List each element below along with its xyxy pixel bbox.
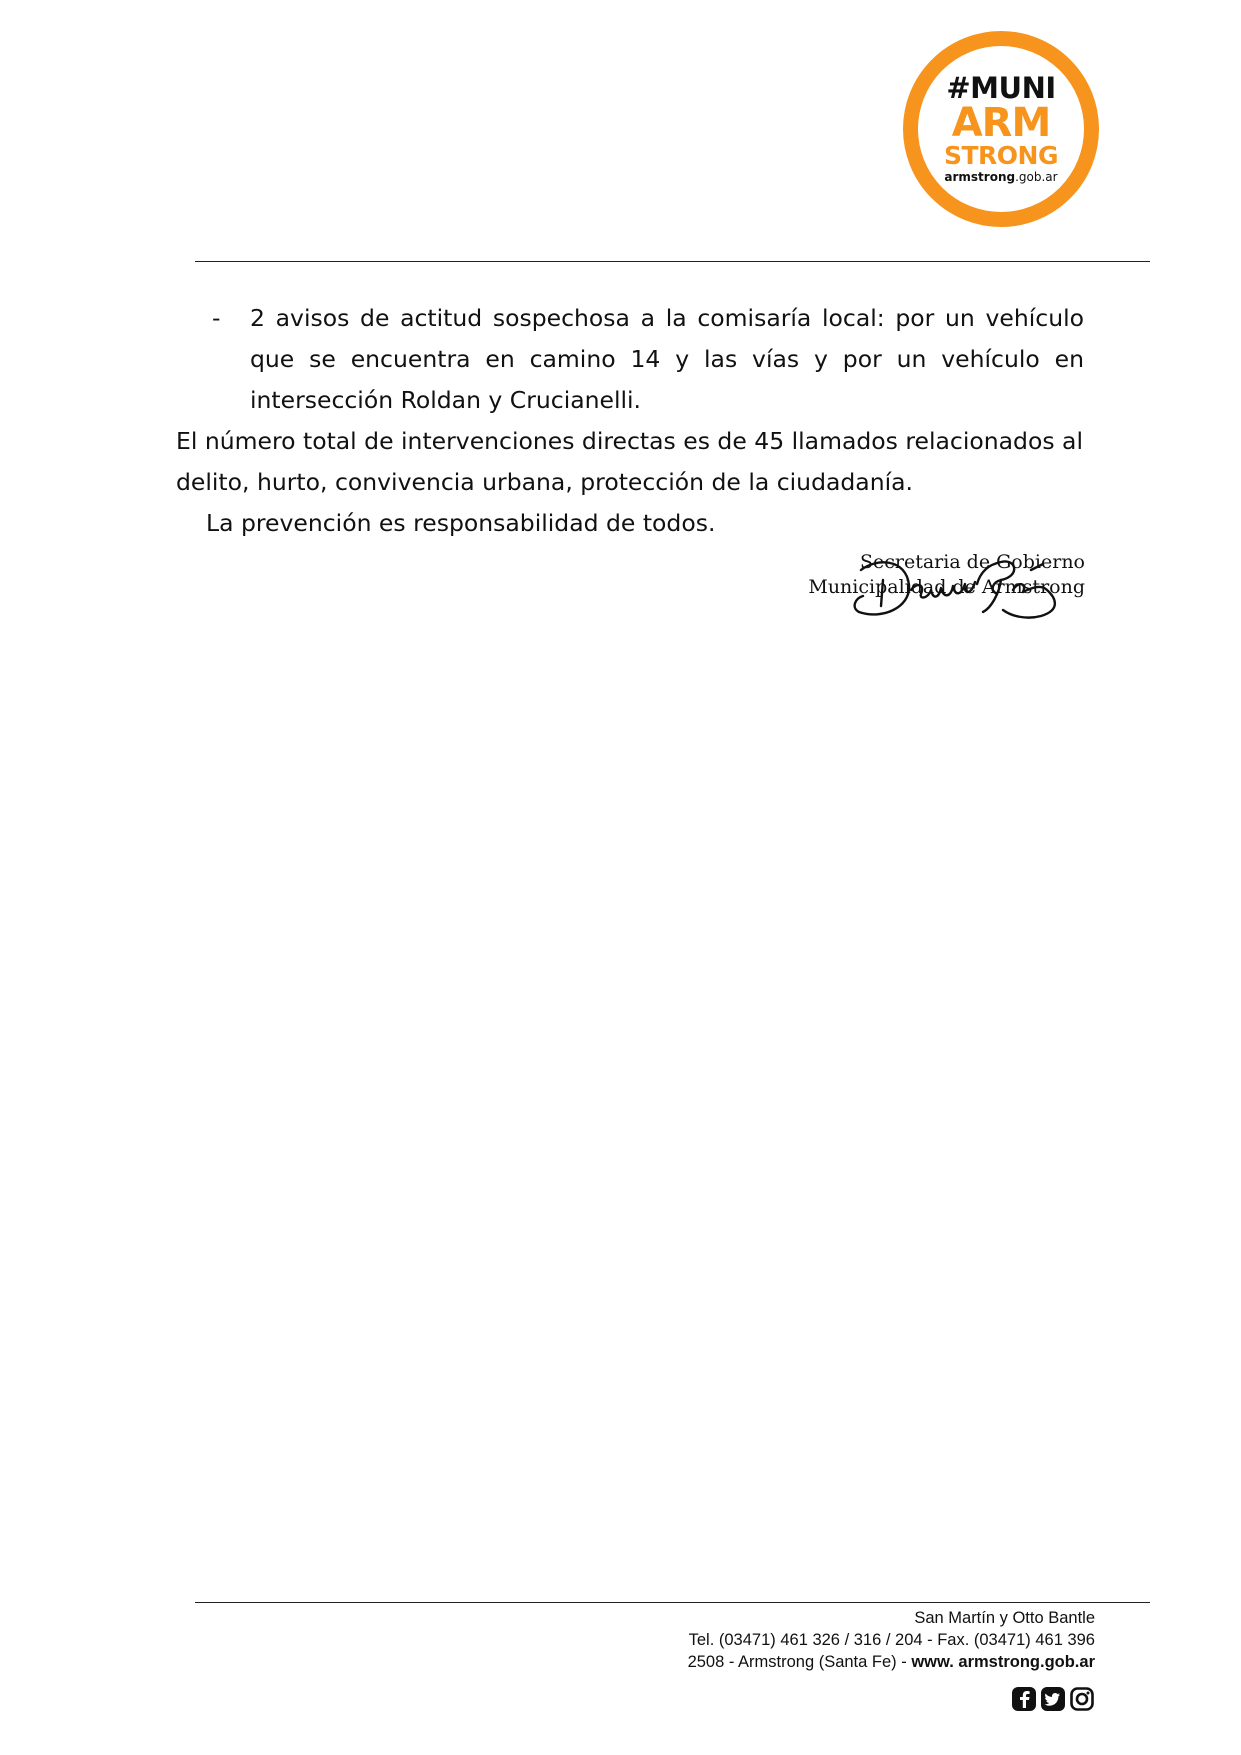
bullet-dash: - — [212, 304, 221, 332]
footer-city: 2508 - Armstrong (Santa Fe) - — [687, 1653, 912, 1671]
logo-domain — [944, 169, 1057, 185]
signer-title: Secretaria de Gobierno — [859, 551, 1085, 573]
footer-website[interactable]: www. armstrong.gob.ar — [911, 1653, 1095, 1671]
social-icons — [1011, 1686, 1095, 1712]
summary-paragraph: El número total de intervenciones directas es de 45 llamados relacionados al delito, hurto, convivencia urbana, protección de la ciudadanía. — [176, 427, 1083, 496]
instagram-icon[interactable] — [1069, 1686, 1095, 1712]
footer-phone: Tel. (03471) 461 326 / 316 / 204 - Fax. (03471) 461 396 — [688, 1631, 1095, 1649]
signer-organization: Municipalidad de Armstrong — [808, 576, 1085, 598]
document-body — [176, 298, 1084, 544]
bullet-text: 2 avisos de actitud sospechosa a la comisaría local: por un vehículo que se encuentra en camino 14 y las vías y por un vehículo en intersección Roldan y Crucianelli. — [250, 304, 1084, 414]
bullet-item — [176, 298, 1084, 421]
footer-contact — [688, 1607, 1095, 1673]
facebook-icon[interactable] — [1011, 1686, 1037, 1712]
municipality-logo — [903, 31, 1099, 227]
footer-city-line — [688, 1651, 1095, 1673]
twitter-icon[interactable] — [1040, 1686, 1066, 1712]
logo-line-strong: STRONG — [943, 141, 1058, 170]
logo-line-muni: #MUNI — [946, 71, 1056, 105]
header-divider — [195, 261, 1150, 262]
logo-domain-bold: armstrong — [944, 170, 1016, 184]
footer-divider — [195, 1602, 1150, 1603]
logo-domain-rest: .gob.ar — [1015, 170, 1058, 184]
logo-line-arm: ARM — [951, 100, 1051, 146]
closing-line: La prevención es responsabilidad de todos. — [206, 509, 716, 537]
footer-address: San Martín y Otto Bantle — [914, 1609, 1095, 1627]
signature-block — [808, 550, 1085, 600]
